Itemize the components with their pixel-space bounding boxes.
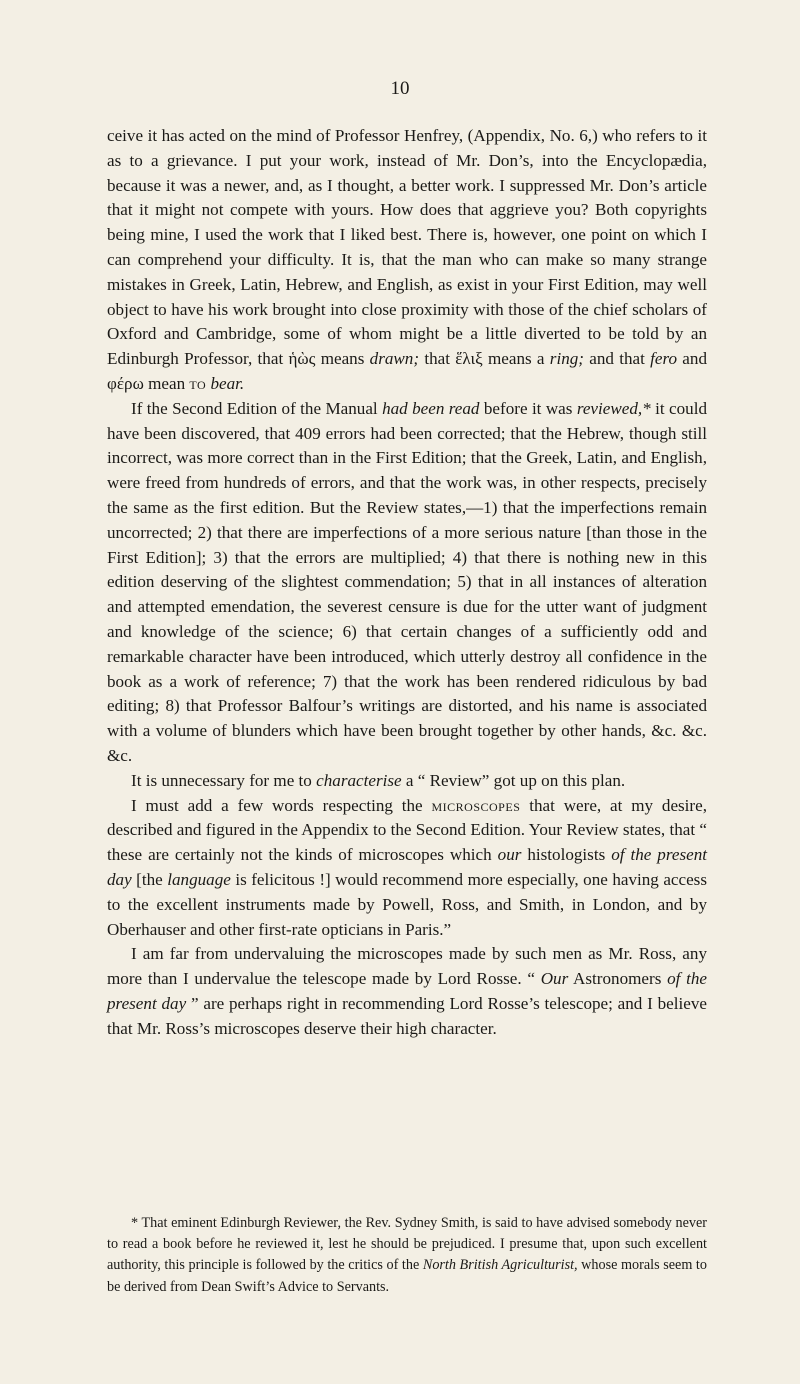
text-run: is felicitous !] would recommend more especially, one having access to the excellent instruments made by Powell, Ross, and Smith, in London, and by Oberhauser and other first-rate opticians in Paris.” (107, 869, 707, 939)
text-run: * That eminent Edinburgh Reviewer, the Rev. Sydney Smith, is said to have advised somebody never to read a book before he reviewed it, lest he should be prejudiced. I presume that, upon such excellent authority, this principle is followed by the critics of the (107, 1215, 707, 1274)
italic-text: bear. (210, 373, 245, 393)
italic-text: North British Agriculturist, (422, 1257, 578, 1274)
italic-text: had been read (382, 398, 480, 418)
italic-text: drawn; (369, 349, 420, 369)
text-run: that (419, 349, 456, 369)
paragraph (107, 942, 707, 1041)
italic-text: of the present day (107, 969, 707, 1013)
text-run: [the (131, 869, 168, 889)
footnote (107, 1213, 707, 1298)
text-run: Astronomers (568, 969, 668, 989)
paragraph (107, 769, 707, 794)
text-run: it could have been discovered, that 409 errors had been corrected; that the Hebrew, though still incorrect, was more correct than in the First Edition; that the Greek, Latin, and English, were freed from hundreds of errors, and that the work was, in other respects, precisely the same as the first edition. But the Review states,—1) that the imperfections remain uncorrected; 2) that there are imperfections of a more serious nature [than those in the First Edition]; 3) that the errors are multiplied; 4) that there is nothing new in this edition deserving of the slightest commendation; 5) that in all instances of alteration and attempted emendation, the severest censure is due for the utter want of judgment and knowledge of the science; 6) that certain changes of a sufficiently odd and remarkable character have been introduced, which utterly destroy all confidence in the book as a work of reference; 7) that the work has been rendered ridiculous by bad editing; 8) that Professor Balfour’s writings are distorted, and his name is associated with a volume of blunders which have been brought together by other hands, &c. &c. &c. (107, 398, 707, 765)
text-run: a “ Review” got up on this plan. (401, 770, 626, 790)
text-run: and (677, 349, 707, 369)
italic-text: fero (650, 349, 678, 369)
body-text (107, 124, 707, 1041)
small-caps-text: to (189, 373, 207, 393)
text-run: and that (583, 349, 651, 369)
text-run: φέρω (107, 373, 144, 393)
small-caps-text: microscopes (431, 795, 521, 815)
text-run: means a (482, 349, 550, 369)
text-run: mean (143, 373, 190, 393)
italic-text: characterise (316, 770, 402, 790)
paragraph (107, 397, 707, 769)
italic-text: of the present day (107, 845, 707, 889)
text-run: ἕλιξ (455, 349, 483, 369)
text-run: I must add a few words respecting the (131, 795, 432, 815)
text-run: histologists (521, 845, 612, 865)
text-run: whose morals seem to be derived from Dean Swift’s Advice to Servants. (107, 1257, 707, 1295)
italic-text: language (167, 869, 231, 889)
text-run: that were, at my desire, described and figured in the Appendix to the Second Edition. Your Review states, that “ these are certainly not the kinds of microscopes which (107, 795, 707, 865)
text-run: It is unnecessary for me to (131, 770, 317, 790)
text-run: means (315, 349, 370, 369)
paragraph (107, 794, 707, 943)
text-run: I am far from undervaluing the microscopes made by such men as Mr. Ross, any more than I undervalue the telescope made by Lord Rosse. “ (107, 944, 707, 989)
text-run: ” are perhaps right in recommending Lord Rosse’s telescope; and I believe that Mr. Ross’s microscopes deserve their high character. (107, 993, 707, 1038)
text-run: ceive it has acted on the mind of Professor Henfrey, (Appendix, No. 6,) who refers to it as to a grievance. I put your work, instead of Mr. Don’s, into the Encyclopædia, because it was a newer, and, as I thought, a better work. I suppressed Mr. Don’s article that it might not compete with yours. How does that aggrieve you? Both copyrights being mine, I used the work that I liked best. There is, however, one point on which I can comprehend your difficulty. It is, that the man who can make so many strange mistakes in Greek, Latin, Hebrew, and English, as exist in your First Edition, may well object to have his work brought into close proximity with those of the chief scholars of Oxford and Cambridge, some of whom might be a little diverted to be told by an Edinburgh Professor, that (107, 126, 707, 369)
footnote-text (107, 1213, 707, 1298)
italic-text: ring; (549, 349, 584, 369)
text-run: If the Second Edition of the Manual (131, 398, 383, 418)
italic-text: reviewed,* (576, 398, 651, 418)
italic-text: Our (540, 969, 569, 989)
italic-text: our (497, 845, 522, 865)
paragraph (107, 124, 707, 397)
page-number: 10 (390, 78, 410, 99)
text-run: ἡὼς (288, 349, 316, 369)
text-run: before it was (479, 398, 577, 418)
